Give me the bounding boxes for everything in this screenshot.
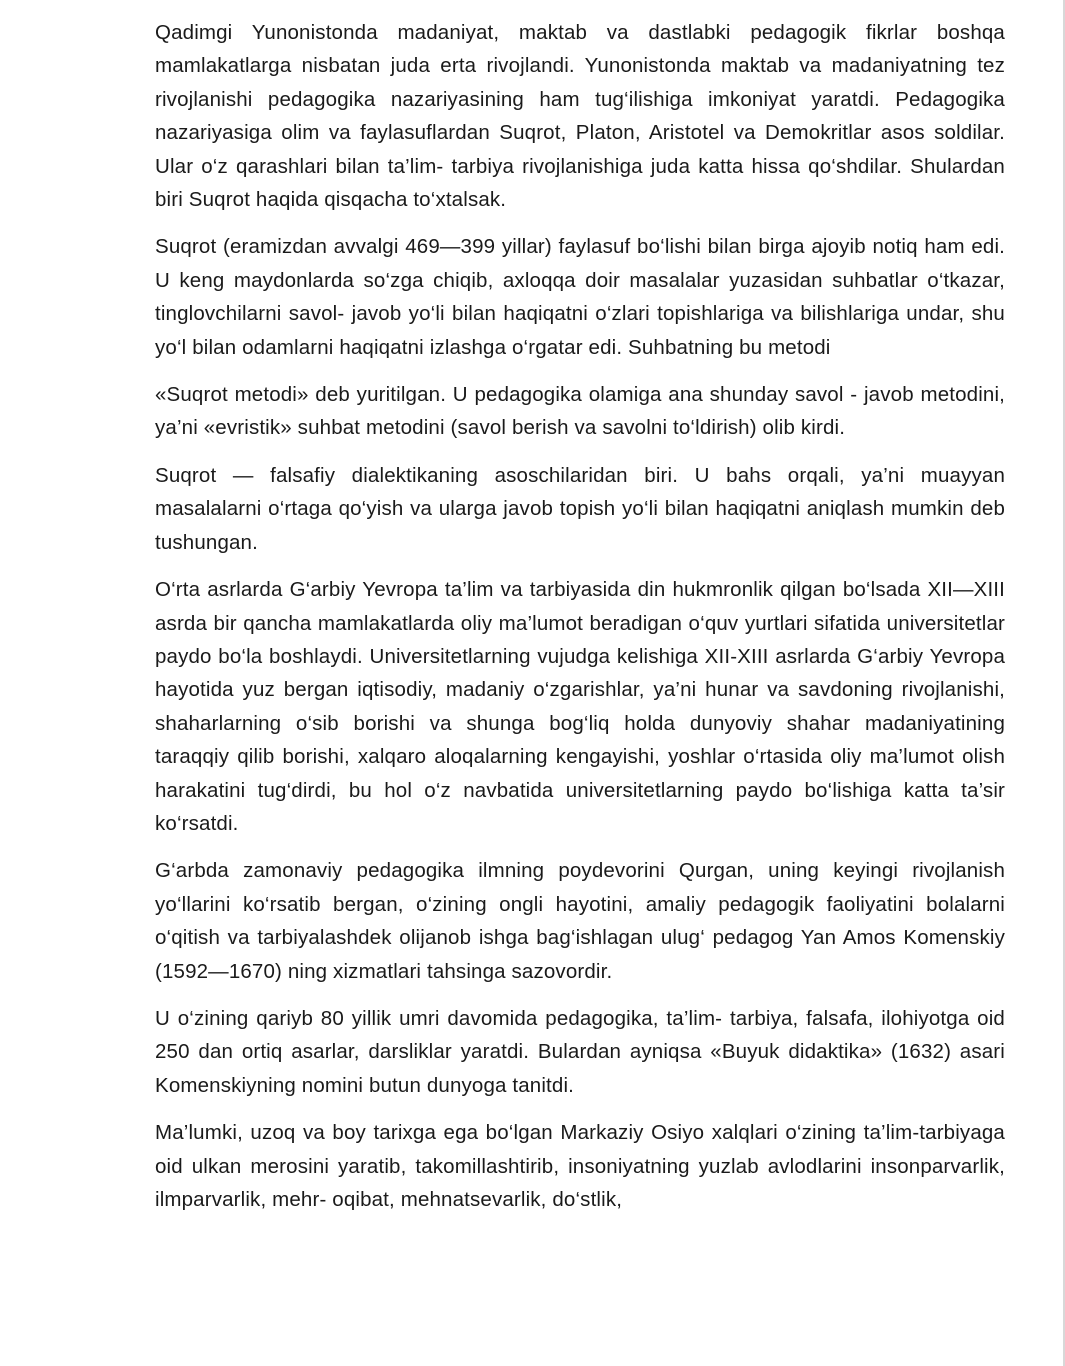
document-page [155, 16, 1005, 1230]
paragraph-medieval-universities: O‘rta asrlarda G‘arbiy Yevropa ta’lim va tarbiyasida din hukmronlik qilgan bo‘lsada XII—XIII asrda bir qancha mamlakatlarda oliy ma’lumot beradigan o‘quv yurtlari sifatida universitetlar paydo bo‘la boshlaydi. Universitetlarning vujudga kelishiga XII-XIII asrlarda G‘arbiy Yevropa hayotida yuz bergan iqtisodiy, madaniy o‘zgarishlar, ya’ni hunar va savdoning rivojlanishi, shaharlarning o‘sib borishi va shunga bog‘liq holda dunyoviy shahar madaniyatining taraqqiy qilib borishi, xalqaro aloqalarning kengayishi, yoshlar o‘rtasida oliy ma’lumot olish harakatini tug‘dirdi, bu hol o‘z navbatida universitetlarning paydo bo‘lishiga katta ta’sir ko‘rsatdi. [155, 578, 1005, 835]
paragraph-komensky: G‘arbda zamonaviy pedagogika ilmning poydevorini Qurgan, uning keyingi rivojlanish yo‘llarini ko‘rsatib bergan, o‘zining ongli hayotini, amaliy pedagogik faoliyatini bolalarni o‘qitish va tarbiyalashdek olijanob ishga bag‘ishlagan ulug‘ pedagog Yan Amos Komenskiy (1592—1670) ning xizmatlari tahsinga sazovordir. [155, 859, 1005, 983]
paragraph-socrates-intro: Suqrot (eramizdan avvalgi 469—399 yillar) faylasuf bo‘lishi bilan birga ajoyib notiq ham edi. U keng maydonlarda so‘zga chiqib, axloqqa doir masalalar yuzasidan suhbatlar o‘tkazar, tinglovchilarni savol- javob yo‘li bilan haqiqatni o‘zlari topishlariga va bilishlariga undar, shu yo‘l bilan odamlarni haqiqatni izlashga o‘rgatar edi. Suhbatning bu metodi [155, 235, 1005, 359]
paragraph-komensky-works: U o‘zining qariyb 80 yillik umri davomida pedagogika, ta’lim- tarbiya, falsafa, ilohiyotga oid 250 dan ortiq asarlar, darsliklar yaratdi. Bulardan ayniqsa «Buyuk didaktika» (1632) asari Komenskiyning nomini butun dunyoga tanitdi. [155, 1006, 1005, 1097]
paragraph-socrates-dialectics: Suqrot — falsafiy dialektikaning asoschilaridan biri. U bahs orqali, ya’ni muayyan masalalarni o‘rtaga qo‘yish va ularga javob topish yo‘li bilan haqiqatni aniqlash mumkin deb tushungan. [155, 463, 1005, 554]
paragraph-socratic-method: «Suqrot metodi» deb yuritilgan. U pedagogika olamiga ana shunday savol - javob metodini, ya’ni «evristik» suhbat metodini (savol berish va savolni to‘ldirish) olib kirdi. [155, 383, 1005, 440]
paragraph-greece-origins: Qadimgi Yunonistonda madaniyat, maktab va dastlabki pedagogik fikrlar boshqa mamlakatlarga nisbatan juda erta rivojlandi. Yunonistonda maktab va madaniyatning tez rivojlanishi pedagogika nazariyasining ham tug‘ilishiga imkoniyat yaratdi. Pedagogika nazariyasiga olim va faylasuflardan Suqrot, Platon, Aristotel va Demokritlar asos soldilar. Ular o‘z qarashlari bilan ta’lim- tarbiya rivojlanishiga juda katta hissa qo‘shdilar. Shulardan biri Suqrot haqida qisqacha to‘xtalsak. [155, 21, 1005, 212]
paragraph-central-asia: Ma’lumki, uzoq va boy tarixga ega bo‘lgan Markaziy Osiyo xalqlari o‘zining ta’lim-tarbiyaga oid ulkan merosini yaratib, takomillashtirib, insoniyatning yuzlab avlodlarini insonparvarlik, ilmparvarlik, mehr- oqibat, mehnatsevarlik, do‘stlik, [155, 1121, 1005, 1211]
